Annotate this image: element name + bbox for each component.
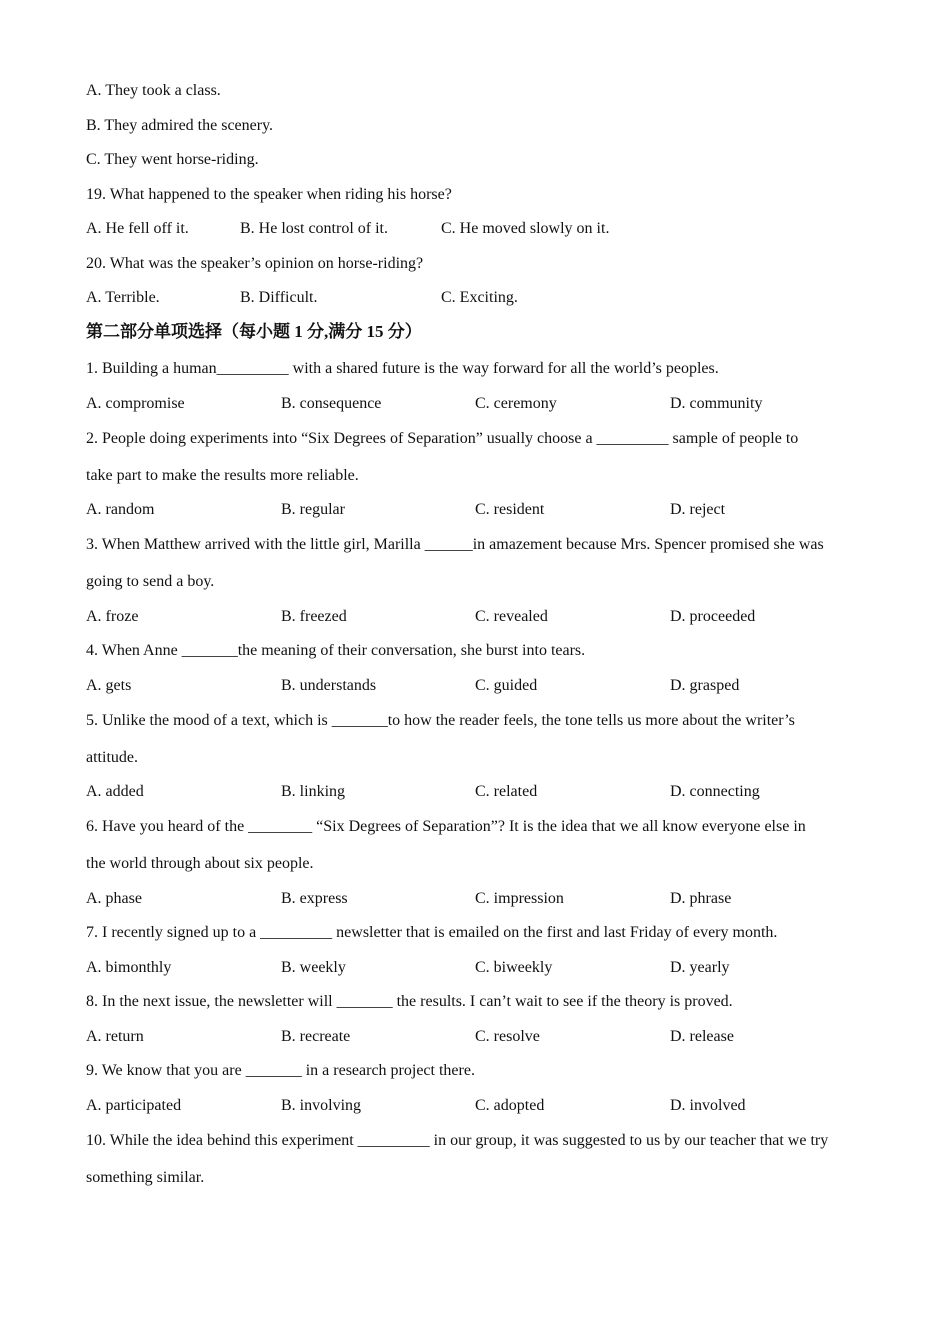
answer-option: A. added — [86, 783, 144, 800]
answer-option: C. He moved slowly on it. — [441, 220, 610, 237]
text-line: A. They took a class. — [86, 82, 221, 99]
answer-option: C. guided — [475, 677, 538, 694]
answer-option: A. Terrible. — [86, 289, 160, 306]
answer-option: A. compromise — [86, 395, 185, 412]
answer-option: B. freezed — [281, 608, 347, 625]
text-line: 5. Unlike the mood of a text, which is _______to how the reader feels, the tone tells us more about the writer’s — [86, 712, 795, 729]
answer-option: D. community — [670, 395, 763, 412]
answer-option: B. express — [281, 890, 348, 907]
answer-option: B. recreate — [281, 1028, 351, 1045]
text-line: going to send a boy. — [86, 573, 215, 590]
text-line: attitude. — [86, 749, 138, 766]
answer-option: B. consequence — [281, 395, 382, 412]
answer-option: C. Exciting. — [441, 289, 518, 306]
text-line: 6. Have you heard of the ________ “Six Degrees of Separation”? It is the idea that we all know everyone else in — [86, 818, 806, 835]
answer-option: C. resolve — [475, 1028, 540, 1045]
answer-option: A. He fell off it. — [86, 220, 189, 237]
text-line: take part to make the results more reliable. — [86, 467, 359, 484]
answer-options — [86, 1096, 886, 1116]
text-line: B. They admired the scenery. — [86, 117, 274, 134]
text-line: something similar. — [86, 1169, 205, 1186]
answer-options — [86, 676, 886, 696]
text-line: 19. What happened to the speaker when riding his horse? — [86, 186, 452, 203]
answer-option: C. ceremony — [475, 395, 557, 412]
answer-option: D. grasped — [670, 677, 740, 694]
answer-option: C. revealed — [475, 608, 548, 625]
answer-option: A. bimonthly — [86, 959, 172, 976]
text-line: 4. When Anne _______the meaning of their conversation, she burst into tears. — [86, 642, 586, 659]
text-line: the world through about six people. — [86, 855, 314, 872]
answer-option: C. resident — [475, 501, 545, 518]
answer-option: B. involving — [281, 1097, 362, 1114]
answer-option: D. involved — [670, 1097, 746, 1114]
answer-option: B. linking — [281, 783, 346, 800]
text-line: 10. While the idea behind this experiment _________ in our group, it was suggested to us by our teacher that we try — [86, 1132, 829, 1149]
answer-option: B. Difficult. — [240, 289, 318, 306]
text-line: C. They went horse-riding. — [86, 151, 259, 168]
answer-options — [86, 958, 886, 978]
text-line: 7. I recently signed up to a _________ newsletter that is emailed on the first and last Friday of every month. — [86, 924, 778, 941]
answer-option: A. return — [86, 1028, 144, 1045]
answer-option: D. proceeded — [670, 608, 756, 625]
answer-option: A. froze — [86, 608, 139, 625]
answer-option: B. regular — [281, 501, 345, 518]
text-line: 1. Building a human_________ with a shared future is the way forward for all the world’s peoples. — [86, 360, 719, 377]
section-heading: 第二部分单项选择（每小题 1 分,满分 15 分） — [86, 322, 422, 341]
answer-option: A. random — [86, 501, 155, 518]
answer-option: D. release — [670, 1028, 734, 1045]
answer-options — [86, 1027, 886, 1047]
text-line: 3. When Matthew arrived with the little girl, Marilla ______in amazement because Mrs. Spencer promised she was — [86, 536, 824, 553]
answer-option: C. impression — [475, 890, 564, 907]
answer-option: A. participated — [86, 1097, 182, 1114]
answer-options — [86, 607, 886, 627]
answer-options — [86, 394, 886, 414]
answer-option: D. phrase — [670, 890, 732, 907]
text-line: 9. We know that you are _______ in a research project there. — [86, 1062, 475, 1079]
answer-option: C. adopted — [475, 1097, 545, 1114]
answer-option: B. understands — [281, 677, 377, 694]
answer-option: A. gets — [86, 677, 132, 694]
answer-options — [86, 782, 886, 802]
answer-option: B. weekly — [281, 959, 346, 976]
text-line: 20. What was the speaker’s opinion on horse-riding? — [86, 255, 424, 272]
answer-options — [86, 219, 886, 239]
answer-option: D. reject — [670, 501, 726, 518]
answer-option: A. phase — [86, 890, 142, 907]
text-line: 8. In the next issue, the newsletter will _______ the results. I can’t wait to see if the theory is proved. — [86, 993, 733, 1010]
answer-option: B. He lost control of it. — [240, 220, 388, 237]
answer-option: D. yearly — [670, 959, 730, 976]
answer-option: D. connecting — [670, 783, 760, 800]
answer-options — [86, 500, 886, 520]
answer-option: C. related — [475, 783, 538, 800]
answer-option: C. biweekly — [475, 959, 553, 976]
text-line: 2. People doing experiments into “Six Degrees of Separation” usually choose a _________ sample of people to — [86, 430, 799, 447]
answer-options — [86, 889, 886, 909]
answer-options — [86, 288, 886, 308]
